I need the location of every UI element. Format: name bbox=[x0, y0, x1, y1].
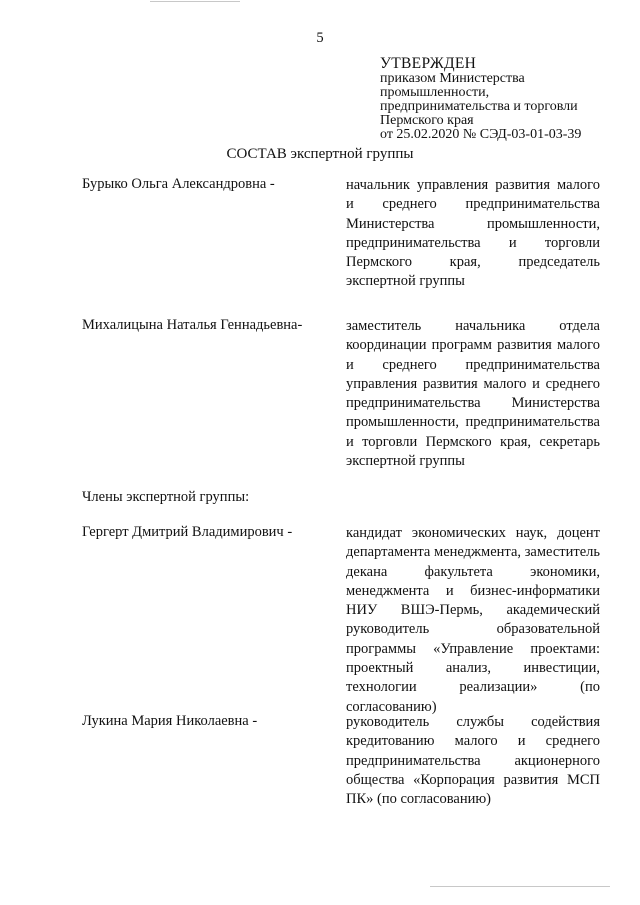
member-name: Михалицына Наталья Геннадьевна- bbox=[82, 317, 303, 333]
member-role: руководитель службы содействия кредитованию малого и среднего предпринимательства акционерного общества «Корпорация развития МСП ПК» (по согласованию) bbox=[346, 714, 600, 808]
scan-artifact-bottom bbox=[430, 886, 610, 887]
approval-line: предпринимательства и торговли bbox=[380, 99, 578, 114]
member-role: начальник управления развития малого и среднего предпринимательства Министерства промышленности, предпринимательства и торговли Пермского края, председатель экспертной группы bbox=[346, 177, 600, 290]
approval-line: промышленности, bbox=[380, 85, 490, 100]
page-number: 5 bbox=[316, 30, 324, 46]
scan-artifact-top bbox=[150, 1, 240, 2]
member-role: кандидат экономических наук, доцент департамента менеджмента, заместитель декана факультета экономики, менеджмента и бизнес-информатики НИУ ВШЭ-Пермь, академический руководитель образовательной программы «Управление проектами: проектный анализ, инвестиции, технологии реализации» (по согласованию) bbox=[346, 525, 600, 715]
approval-line: от 25.02.2020 № СЭД-03-01-03-39 bbox=[380, 127, 582, 142]
member-name: Бурыко Ольга Александровна - bbox=[82, 176, 275, 192]
members-heading: Члены экспертной группы: bbox=[82, 489, 250, 505]
approval-line: Пермского края bbox=[380, 113, 474, 128]
member-role: заместитель начальника отдела координации программ развития малого и среднего предпринимательства управления развития малого и среднего предпринимательства Министерства промышленности, предпринимательства и торговли Пермского края, секретарь экспертной группы bbox=[346, 318, 600, 470]
approval-line: приказом Министерства bbox=[380, 71, 525, 86]
member-name: Лукина Мария Николаевна - bbox=[82, 713, 258, 729]
approval-title: УТВЕРЖДЕН bbox=[380, 55, 477, 72]
approval-stamp bbox=[380, 56, 620, 142]
member-name: Гергерт Дмитрий Владимирович - bbox=[82, 524, 293, 540]
document-title: СОСТАВ экспертной группы bbox=[226, 146, 414, 162]
